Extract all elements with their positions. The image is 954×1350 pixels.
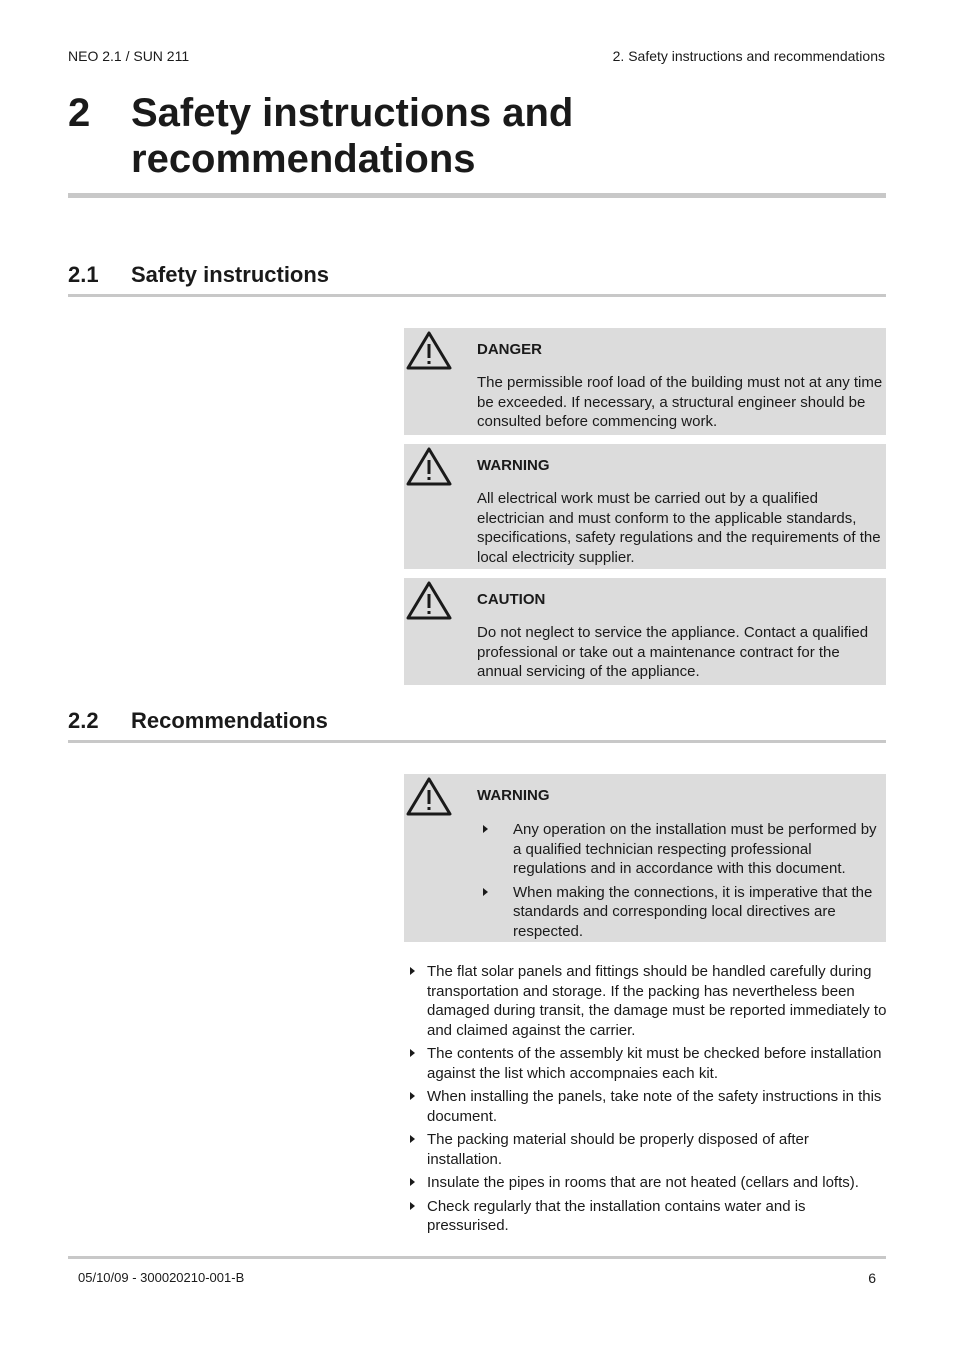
danger-label: DANGER [477, 341, 543, 358]
section-rule [68, 294, 886, 297]
caution-text: Do not neglect to service the appliance. Contact a qualified professional or take out a maintenance contract for the annual servicing of the appliance. [477, 624, 869, 680]
triangle-bullet-icon [483, 825, 488, 833]
chapter-number: 2 [68, 91, 91, 135]
section-rule [68, 740, 886, 743]
list-item: The contents of the assembly kit must be checked before installation against the list which accompnaies each kit. [404, 1044, 888, 1083]
triangle-bullet-icon [410, 967, 415, 975]
warning-box [404, 444, 886, 569]
footer-doc-ref: 05/10/09 - 300020210-001-B [78, 1270, 245, 1285]
warning-label: WARNING [477, 457, 550, 474]
footer-rule [68, 1256, 886, 1259]
list-item: The flat solar panels and fittings should be handled carefully during transportation and storage. If the packing has nevertheless been damaged during transit, the damage must be reported immediately to and claimed against the carrier. [404, 962, 888, 1040]
list-item: The packing material should be properly disposed of after installation. [404, 1130, 888, 1169]
triangle-bullet-icon [410, 1202, 415, 1210]
section-title: Safety instructions [131, 262, 330, 287]
list-item: Insulate the pipes in rooms that are not heated (cellars and lofts). [404, 1173, 888, 1193]
chapter-rule [68, 193, 886, 198]
section-title: Recommendations [131, 708, 328, 733]
chapter-title: Safety instructions and recommendations [131, 91, 574, 181]
list-item: Any operation on the installation must be performed by a qualified technician respecting professional regulations and in accordance with this document. [477, 820, 887, 879]
warning-label: WARNING [477, 787, 550, 804]
triangle-bullet-icon [483, 888, 488, 896]
running-header-right: 2. Safety instructions and recommendations [612, 48, 885, 64]
list-item: When making the connections, it is imperative that the standards and corresponding local directives are respected. [477, 883, 887, 942]
danger-text: The permissible roof load of the building must not at any time be exceeded. If necessary, a structural engineer should be consulted before commencing work. [477, 374, 883, 430]
caution-box [404, 578, 886, 685]
list-item: When installing the panels, take note of the safety instructions in this document. [404, 1087, 888, 1126]
warning-text: All electrical work must be carried out by a qualified electrician and must conform to the applicable standards, specifications, safety regulations and the requirements of the local electricity supplier. [477, 490, 881, 566]
caution-label: CAUTION [477, 591, 546, 608]
triangle-bullet-icon [410, 1092, 415, 1100]
page-number: 6 [868, 1270, 876, 1286]
triangle-bullet-icon [410, 1049, 415, 1057]
section-number: 2.1 [68, 262, 99, 287]
warning-triangle-icon [406, 330, 452, 370]
triangle-bullet-icon [410, 1135, 415, 1143]
triangle-bullet-icon [410, 1178, 415, 1186]
recommendations-list [404, 962, 888, 1240]
running-header-left: NEO 2.1 / SUN 211 [68, 48, 190, 64]
warning-list [477, 820, 887, 945]
section-number: 2.2 [68, 708, 99, 733]
warning-triangle-icon [406, 580, 452, 620]
danger-box [404, 328, 886, 435]
recommendation-warning-box [404, 774, 886, 942]
list-item: Check regularly that the installation contains water and is pressurised. [404, 1197, 888, 1236]
warning-triangle-icon [406, 446, 452, 486]
warning-triangle-icon [406, 776, 452, 816]
